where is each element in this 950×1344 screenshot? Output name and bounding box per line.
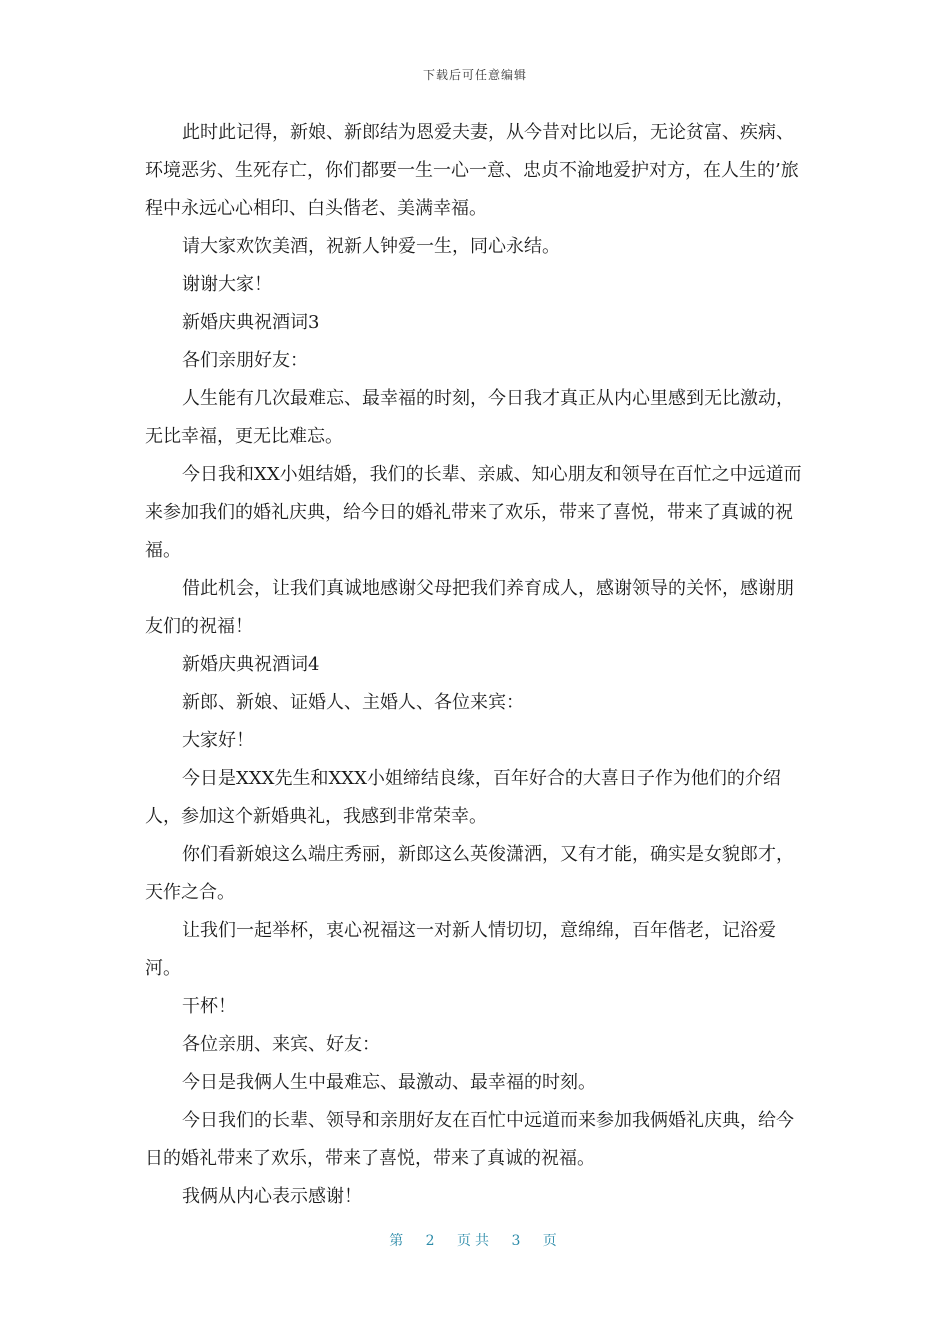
paragraph: 今日是XXX先生和XXX小姐缔结良缘，百年好合的大喜日子作为他们的介绍人，参加这个新婚典礼，我感到非常荣幸。 xyxy=(145,768,781,827)
paragraph: 我俩从内心表示感谢！ xyxy=(182,1186,362,1207)
paragraph: 谢谢大家！ xyxy=(182,274,272,295)
header-note: 下载后可任意编辑 xyxy=(422,68,527,82)
paragraph: 请大家欢饮美酒，祝新人钟爱一生，同心永结。 xyxy=(182,236,560,257)
paragraph: 你们看新娘这么端庄秀丽，新郎这么英俊潇洒，又有才能，确实是女貌郎才，天作之合。 xyxy=(145,844,794,903)
paragraph: 干杯！ xyxy=(182,996,236,1017)
section-heading: 新婚庆典祝酒词3 xyxy=(182,312,320,333)
paragraph: 借此机会，让我们真诚地感谢父母把我们养育成人，感谢领导的关怀，感谢朋友们的祝福！ xyxy=(145,578,794,637)
section-heading: 新婚庆典祝酒词4 xyxy=(182,654,320,675)
paragraph: 人生能有几次最难忘、最幸福的时刻，今日我才真正从内心里感到无比激动，无比幸福，更无比难忘。 xyxy=(145,388,794,447)
document-body xyxy=(145,114,805,1216)
paragraph: 让我们一起举杯，衷心祝福这一对新人情切切，意绵绵，百年偕老，记浴爱河。 xyxy=(145,920,776,979)
paragraph: 今日是我俩人生中最难忘、最激动、最幸福的时刻。 xyxy=(182,1072,596,1093)
paragraph: 大家好！ xyxy=(182,730,254,751)
paragraph: 新郎、新娘、证婚人、主婚人、各位来宾： xyxy=(182,692,524,713)
paragraph: 今日我们的长辈、领导和亲朋好友在百忙中远道而来参加我俩婚礼庆典，给今日的婚礼带来了欢乐，带来了喜悦，带来了真诚的祝福。 xyxy=(145,1110,794,1169)
paragraph: 今日我和XX小姐结婚，我们的长辈、亲戚、知心朋友和领导在百忙之中远道而来参加我们的婚礼庆典，给今日的婚礼带来了欢乐，带来了喜悦，带来了真诚的祝福。 xyxy=(145,464,802,561)
paragraph: 各位亲朋、来宾、好友： xyxy=(182,1034,380,1055)
paragraph: 此时此记得，新娘、新郎结为恩爱夫妻，从今昔对比以后，无论贫富、疾病、环境恶劣、生死存亡，你们都要一生一心一意、忠贞不渝地爱护对方，在人生的’旅程中永远心心相印、白头偕老、美满幸福。 xyxy=(145,122,799,219)
paragraph: 各们亲朋好友： xyxy=(182,350,308,371)
page-number: 第 2 页共 3 页 xyxy=(389,1233,561,1249)
